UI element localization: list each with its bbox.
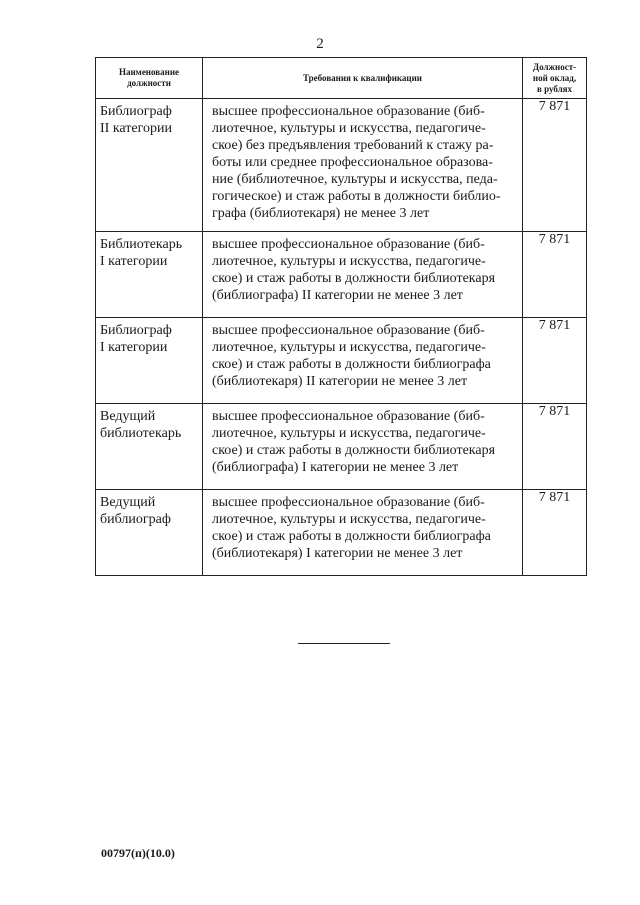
- salary-cell: 7 871: [523, 490, 587, 576]
- position-name-line: I категории: [100, 340, 168, 355]
- requirement-text-line: лиотечное, культуры и искусства, педагогиче-: [212, 254, 486, 269]
- requirement-text-line: высшее профессиональное образование (биб-: [212, 104, 485, 119]
- requirement-text-line: (библиографа) II категории не менее 3 лет: [212, 288, 463, 303]
- header-salary: [523, 58, 587, 99]
- page-number: 2: [316, 36, 324, 52]
- end-rule-divider: [298, 643, 390, 644]
- header-position: Наименование должности: [96, 58, 203, 99]
- requirement-text-line: высшее профессиональное образование (биб-: [212, 495, 485, 510]
- requirement-text-line: ние (библиотечное, культуры и искусства, педа-: [212, 172, 498, 187]
- salary-cell: 7 871: [523, 232, 587, 318]
- requirements-cell: [203, 404, 523, 490]
- requirement-text-line: лиотечное, культуры и искусства, педагогиче-: [212, 512, 486, 527]
- header-salary-line: в рублях: [536, 83, 573, 94]
- position-name-line: библиотекарь: [100, 426, 182, 441]
- requirement-text-line: боты или среднее профессиональное образова-: [212, 155, 493, 170]
- requirements-cell: [203, 318, 523, 404]
- requirement-text-line: (библиографа) I категории не менее 3 лет: [212, 460, 459, 475]
- requirement-text-line: лиотечное, культуры и искусства, педагогиче-: [212, 121, 486, 136]
- header-salary-line: ной оклад,: [532, 72, 577, 83]
- requirement-text-line: ское) и стаж работы в должности библиотекаря: [212, 443, 496, 458]
- position-name-line: Библиотекарь: [100, 237, 183, 252]
- header-salary-line: Должност-: [532, 61, 577, 72]
- table-row: [96, 490, 587, 576]
- requirement-text-line: гогическое) и стаж работы в должности библио-: [212, 189, 501, 204]
- position-name-line: Ведущий: [100, 495, 156, 510]
- requirements-cell: [203, 99, 523, 232]
- table-row: [96, 232, 587, 318]
- table-row: [96, 99, 587, 232]
- position-cell: [96, 99, 203, 232]
- salary-cell: 7 871: [523, 318, 587, 404]
- position-name-line: I категории: [100, 254, 168, 269]
- header-requirements: Требования к квалификации: [203, 58, 523, 99]
- requirement-text-line: (библиотекаря) II категории не менее 3 лет: [212, 374, 468, 389]
- position-name-line: II категории: [100, 121, 172, 136]
- requirement-text-line: графа (библиотекаря) не менее 3 лет: [212, 206, 430, 221]
- requirement-text-line: лиотечное, культуры и искусства, педагогиче-: [212, 426, 486, 441]
- requirement-text-line: лиотечное, культуры и искусства, педагогиче-: [212, 340, 486, 355]
- qualification-table: [95, 57, 587, 576]
- position-name-line: Библиограф: [100, 323, 172, 338]
- requirements-cell: [203, 490, 523, 576]
- table-row: [96, 318, 587, 404]
- requirement-text-line: высшее профессиональное образование (биб-: [212, 237, 485, 252]
- position-name-line: библиограф: [100, 512, 171, 527]
- requirement-text-line: (библиотекаря) I категории не менее 3 лет: [212, 546, 463, 561]
- requirement-text-line: ское) и стаж работы в должности библиографа: [212, 529, 491, 544]
- position-name-line: Ведущий: [100, 409, 156, 424]
- position-cell: [96, 490, 203, 576]
- requirement-text-line: высшее профессиональное образование (биб-: [212, 323, 485, 338]
- position-name-line: Библиограф: [100, 104, 172, 119]
- requirement-text-line: ское) без предъявления требований к стажу ра-: [212, 138, 494, 153]
- document-code: 00797(п)(10.0): [101, 846, 175, 860]
- requirements-cell: [203, 232, 523, 318]
- position-cell: [96, 404, 203, 490]
- position-cell: [96, 232, 203, 318]
- table-row: [96, 404, 587, 490]
- position-cell: [96, 318, 203, 404]
- requirement-text-line: высшее профессиональное образование (биб-: [212, 409, 485, 424]
- salary-cell: 7 871: [523, 99, 587, 232]
- table-header-row: [96, 58, 587, 99]
- requirement-text-line: ское) и стаж работы в должности библиографа: [212, 357, 491, 372]
- requirement-text-line: ское) и стаж работы в должности библиотекаря: [212, 271, 496, 286]
- salary-cell: 7 871: [523, 404, 587, 490]
